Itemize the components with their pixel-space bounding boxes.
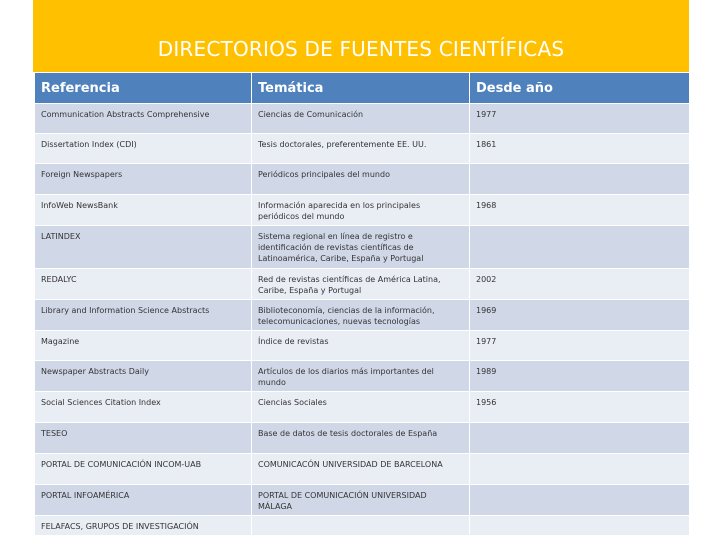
table-row	[35, 485, 690, 516]
table-row	[35, 423, 690, 454]
cell-year: 1977	[470, 331, 690, 361]
cell-year	[470, 164, 690, 195]
cell-tematica: Información aparecida en los principales periódicos del mundo	[252, 195, 470, 226]
header-tematica: Temática	[252, 73, 470, 104]
cell-year: 2002	[470, 269, 690, 300]
page-title: DIRECTORIOS DE FUENTES CIENTÍFICAS	[157, 37, 565, 61]
cell-year: 1956	[470, 392, 690, 423]
cell-year: 1968	[470, 195, 690, 226]
table-row	[35, 331, 690, 361]
cell-tematica: Ciencias Sociales	[252, 392, 470, 423]
cell-year	[470, 226, 690, 269]
header-desde-ano: Desde año	[470, 73, 690, 104]
cell-tematica: Periódicos principales del mundo	[252, 164, 470, 195]
title-bar	[33, 0, 689, 72]
cell-year: 1977	[470, 104, 690, 134]
table-row	[35, 361, 690, 392]
cell-referencia: PORTAL DE COMUNICACIÓN INCOM-UAB	[35, 454, 252, 485]
cell-referencia: REDALYC	[35, 269, 252, 300]
header-referencia: Referencia	[35, 73, 252, 104]
table-row	[35, 516, 690, 536]
cell-tematica: Biblioteconomía, ciencias de la información, telecomunicaciones, nuevas tecnologías	[252, 300, 470, 331]
cell-tematica: COMUNICACÓN UNIVERSIDAD DE BARCELONA	[252, 454, 470, 485]
table-row	[35, 226, 690, 269]
cell-referencia: Library and Information Science Abstracts	[35, 300, 252, 331]
table-row	[35, 164, 690, 195]
cell-referencia: Foreign Newspapers	[35, 164, 252, 195]
cell-tematica: Base de datos de tesis doctorales de España	[252, 423, 470, 454]
cell-tematica: Ciencias de Comunicación	[252, 104, 470, 134]
cell-year	[470, 423, 690, 454]
cell-year: 1861	[470, 134, 690, 164]
cell-referencia: Magazine	[35, 331, 252, 361]
table-row	[35, 454, 690, 485]
cell-referencia: FELAFACS, GRUPOS DE INVESTIGACIÓN	[35, 516, 252, 536]
cell-year	[470, 516, 690, 536]
table-row	[35, 269, 690, 300]
cell-referencia: Newspaper Abstracts Daily	[35, 361, 252, 392]
table-row	[35, 300, 690, 331]
cell-referencia: Communication Abstracts Comprehensive	[35, 104, 252, 134]
directory-table	[34, 72, 690, 536]
table-row	[35, 104, 690, 134]
cell-referencia: PORTAL INFOAMÉRICA	[35, 485, 252, 516]
cell-year: 1969	[470, 300, 690, 331]
cell-referencia: InfoWeb NewsBank	[35, 195, 252, 226]
cell-tematica: Sistema regional en línea de registro e identificación de revistas científicas de Latinoamérica, Caribe, España y Portugal	[252, 226, 470, 269]
cell-tematica: Índice de revistas	[252, 331, 470, 361]
cell-tematica	[252, 516, 470, 536]
cell-year	[470, 485, 690, 516]
cell-tematica: Artículos de los diarios más importantes del mundo	[252, 361, 470, 392]
table-row	[35, 392, 690, 423]
table-row	[35, 195, 690, 226]
cell-referencia: Dissertation Index (CDI)	[35, 134, 252, 164]
table-row	[35, 134, 690, 164]
cell-year	[470, 454, 690, 485]
cell-year: 1989	[470, 361, 690, 392]
header-row	[35, 73, 690, 104]
cell-referencia: TESEO	[35, 423, 252, 454]
cell-referencia: Social Sciences Citation Index	[35, 392, 252, 423]
cell-referencia: LATINDEX	[35, 226, 252, 269]
cell-tematica: Red de revistas científicas de América Latina, Caribe, España y Portugal	[252, 269, 470, 300]
cell-tematica: Tesis doctorales, preferentemente EE. UU.	[252, 134, 470, 164]
cell-tematica: PORTAL DE COMUNICACIÓN UNIVERSIDAD MÁLAGA	[252, 485, 470, 516]
